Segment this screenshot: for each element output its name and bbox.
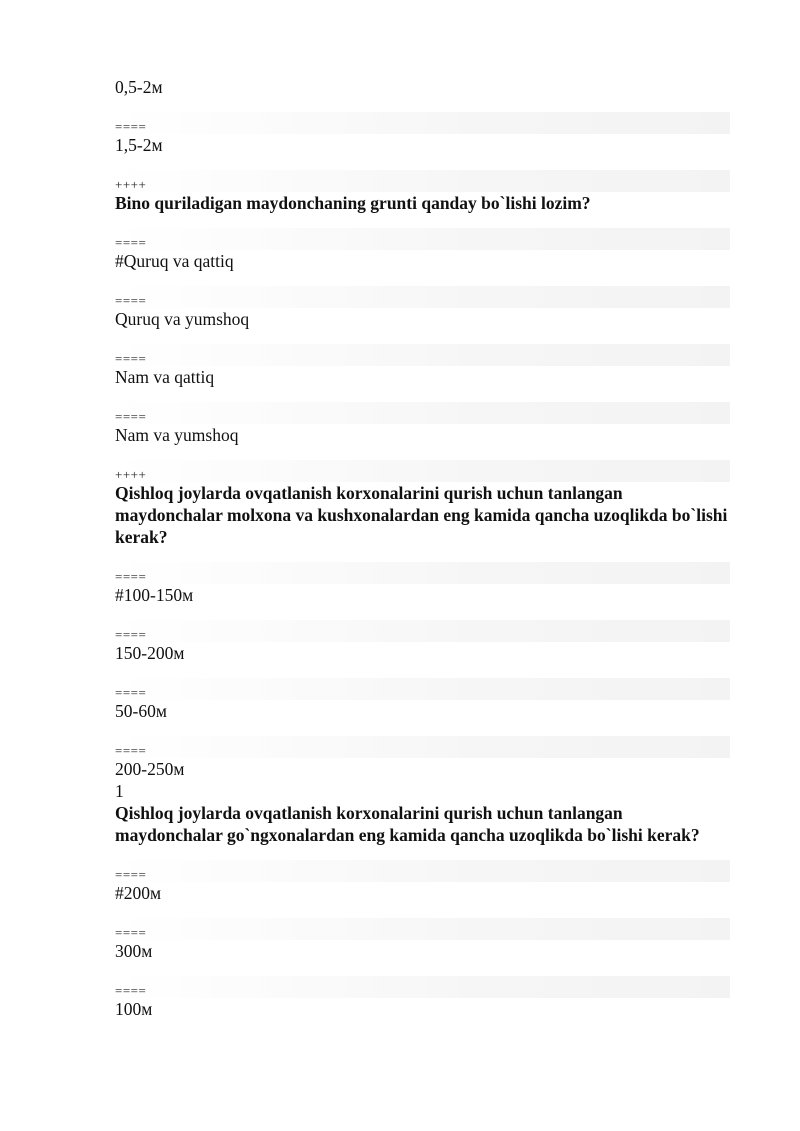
answer-text: #200м bbox=[115, 883, 162, 903]
separator: ==== bbox=[115, 678, 730, 700]
separator: ==== bbox=[115, 620, 730, 642]
separator: ==== bbox=[115, 112, 730, 134]
question-text: Bino quriladigan maydonchaning grunti qanday bo`lishi lozim? bbox=[115, 193, 591, 213]
question-text: Qishloq joylarda ovqatlanish korxonalarini qurish uchun tanlangan maydonchalar molxona va kushxonalardan eng kamida qancha uzoqlikda bo`lishi kerak? bbox=[115, 483, 728, 547]
answer-text: 150-200м bbox=[115, 643, 185, 663]
document-page bbox=[115, 76, 730, 1020]
answer-text: #100-150м bbox=[115, 585, 194, 605]
answer-text: 0,5-2м bbox=[115, 77, 163, 97]
separator: ==== bbox=[115, 286, 730, 308]
separator: ==== bbox=[115, 344, 730, 366]
question-text: Qishloq joylarda ovqatlanish korxonalarini qurish uchun tanlangan maydonchalar go`ngxonalardan eng kamida qancha uzoqlikda bo`lishi kerak? bbox=[115, 803, 700, 845]
answer-text: 50-60м bbox=[115, 701, 167, 721]
separator: ==== bbox=[115, 228, 730, 250]
answer-text: 100м bbox=[115, 999, 153, 1019]
answer-text: 200-250м bbox=[115, 759, 185, 779]
answer-text: Quruq va yumshoq bbox=[115, 309, 250, 329]
question-separator: ++++ bbox=[115, 460, 730, 482]
separator: ==== bbox=[115, 860, 730, 882]
answer-text: Nam va qattiq bbox=[115, 367, 215, 387]
answer-text: Nam va yumshoq bbox=[115, 425, 239, 445]
separator: ==== bbox=[115, 402, 730, 424]
separator: ==== bbox=[115, 736, 730, 758]
separator: ==== bbox=[115, 918, 730, 940]
stray-number: 1 bbox=[115, 781, 124, 801]
separator: ==== bbox=[115, 562, 730, 584]
question-separator: ++++ bbox=[115, 170, 730, 192]
answer-text: 300м bbox=[115, 941, 153, 961]
answer-text: #Quruq va qattiq bbox=[115, 251, 234, 271]
answer-text: 1,5-2м bbox=[115, 135, 163, 155]
separator: ==== bbox=[115, 976, 730, 998]
